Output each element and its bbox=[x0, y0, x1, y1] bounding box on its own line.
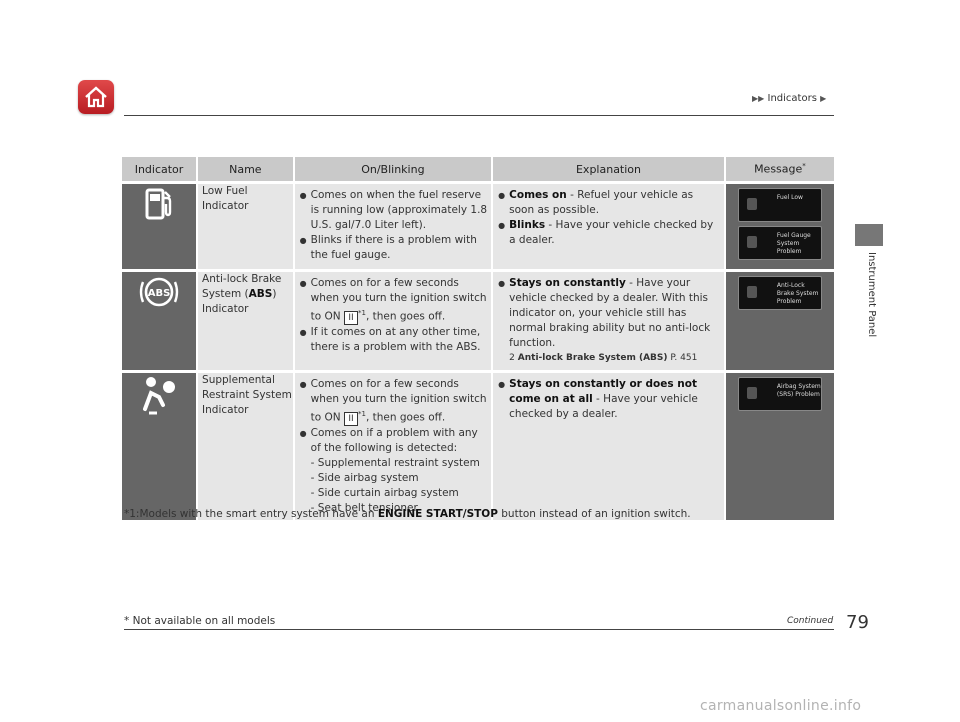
col-header-on-blinking: On/Blinking bbox=[295, 157, 494, 181]
fuel-pump-icon bbox=[747, 198, 757, 210]
airbag-icon bbox=[137, 373, 181, 417]
table-header-row bbox=[122, 157, 834, 181]
on-blinking-cell bbox=[295, 370, 494, 520]
list-item: ● Comes on if a problem with any of the following is detected: - Supplemental restraint system - Side airbag system - Side curtain airbag system - Seat belt tensioner bbox=[299, 426, 488, 516]
message-cell bbox=[726, 370, 834, 520]
svg-text:ABS: ABS bbox=[147, 288, 171, 299]
indicator-cell bbox=[122, 370, 198, 520]
col-header-indicator: Indicator bbox=[122, 157, 198, 181]
list-item: ● Comes on for a few seconds when you turn the ignition switch to ON II $^{*1}$, then goes off. bbox=[299, 377, 488, 426]
cross-reference-link[interactable]: 2 Anti-lock Brake System (ABS) P. 451 bbox=[509, 353, 698, 363]
display-message: Fuel Gauge System Problem bbox=[738, 226, 822, 260]
indicator-table bbox=[122, 157, 834, 520]
list-item: ● Comes on when the fuel reserve is running low (approximately 1.8 U.S. gal/7.0 Liter left). bbox=[299, 188, 488, 233]
list-item: ● Blinks if there is a problem with the fuel gauge. bbox=[299, 233, 488, 263]
breadcrumb-arrow-icon: ▶ bbox=[820, 94, 827, 103]
sub-item: - Side curtain airbag system bbox=[310, 486, 459, 499]
message-cell bbox=[726, 181, 834, 269]
table-row bbox=[122, 269, 834, 370]
footnote: *1:Models with the smart entry system have an ENGINE START/STOP button instead of an ignition switch. bbox=[124, 508, 691, 520]
explanation-cell bbox=[493, 269, 726, 370]
availability-note: * Not available on all models bbox=[124, 615, 276, 627]
header-asterisk: * bbox=[802, 162, 806, 171]
on-blinking-cell bbox=[295, 269, 494, 370]
name-cell: Low Fuel Indicator bbox=[198, 181, 295, 269]
abs-icon bbox=[136, 272, 182, 312]
explanation-cell bbox=[493, 370, 726, 520]
sub-item: - Supplemental restraint system bbox=[310, 456, 480, 469]
breadcrumb-label: Indicators bbox=[767, 93, 817, 104]
breadcrumb[interactable] bbox=[752, 93, 826, 104]
display-message: Fuel Low bbox=[738, 188, 822, 222]
indicator-cell bbox=[122, 269, 198, 370]
top-divider bbox=[124, 115, 834, 116]
page-number: 79 bbox=[846, 612, 869, 633]
watermark: carmanualsonline.info bbox=[700, 698, 862, 714]
col-header-name: Name bbox=[198, 157, 295, 181]
sub-item: - Seat belt tensioner bbox=[310, 501, 418, 514]
indicator-cell bbox=[122, 181, 198, 269]
name-cell: Supplemental Restraint System Indicator bbox=[198, 370, 295, 520]
list-item: ● Stays on constantly - Have your vehicle checked by a dealer. With this indicator on, your vehicle still has normal braking ability but no anti-lock function. bbox=[497, 276, 718, 351]
section-tab-label: Instrument Panel bbox=[866, 252, 877, 338]
abs-icon bbox=[747, 286, 757, 298]
explanation-cell bbox=[493, 181, 726, 269]
sub-item: - Side airbag system bbox=[310, 471, 419, 484]
col-header-message: Message* bbox=[726, 157, 834, 181]
col-header-explanation: Explanation bbox=[493, 157, 726, 181]
ignition-key-icon: II bbox=[344, 412, 358, 426]
list-item: ● Stays on constantly or does not come on at all - Have your vehicle checked by a dealer. bbox=[497, 377, 718, 422]
section-tab-label-box bbox=[865, 252, 879, 392]
list-item: ● Comes on - Refuel your vehicle as soon as possible. bbox=[497, 188, 718, 218]
home-icon bbox=[78, 80, 114, 114]
list-item: ● Blinks - Have your vehicle checked by a dealer. bbox=[497, 218, 718, 248]
continued-label: Continued bbox=[787, 616, 834, 626]
on-blinking-cell bbox=[295, 181, 494, 269]
home-button[interactable] bbox=[78, 80, 114, 114]
section-tab[interactable] bbox=[855, 224, 883, 246]
table-row bbox=[122, 181, 834, 269]
ignition-key-icon: II bbox=[344, 311, 358, 325]
breadcrumb-arrow-icon: ▶▶ bbox=[752, 94, 765, 103]
fuel-pump-icon bbox=[139, 184, 179, 224]
message-cell bbox=[726, 269, 834, 370]
fuel-pump-icon bbox=[747, 236, 757, 248]
airbag-icon bbox=[747, 387, 757, 399]
bottom-divider bbox=[124, 629, 834, 630]
list-item: ● Comes on for a few seconds when you turn the ignition switch to ON II $^{*1}$, then goes off. bbox=[299, 276, 488, 325]
name-cell: Anti-lock Brake System (ABS) Indicator bbox=[198, 269, 295, 370]
display-message: Airbag System (SRS) Problem bbox=[738, 377, 822, 411]
display-message: Anti-Lock Brake System Problem bbox=[738, 276, 822, 310]
list-item: ● If it comes on at any other time, there is a problem with the ABS. bbox=[299, 325, 488, 355]
table-row bbox=[122, 370, 834, 520]
